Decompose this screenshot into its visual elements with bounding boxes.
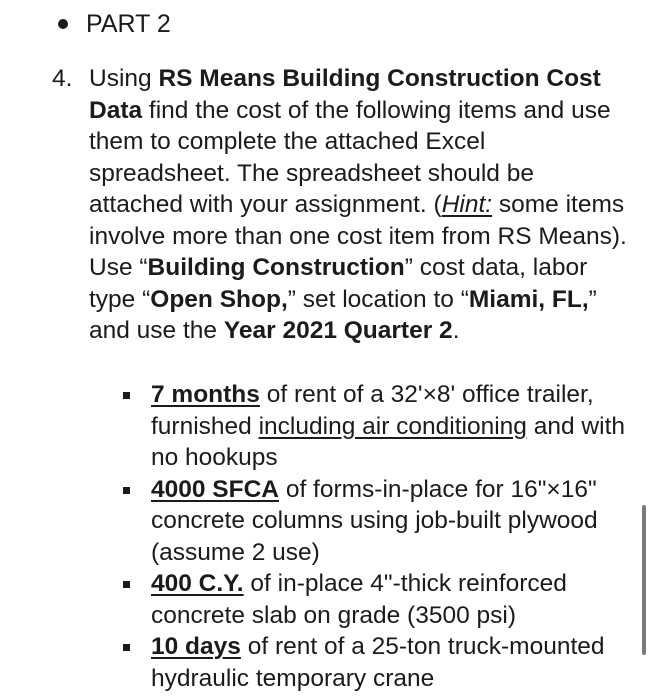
question-number: 4. [52,65,73,92]
year-quarter: Year 2021 Quarter 2 [223,317,453,344]
hint-label: Hint: [441,191,493,218]
item-text: of in-place 4"-thick reinforced concrete slab on grade (3500 psi) [151,570,567,629]
list-item [120,379,630,474]
cost-items-list [120,379,630,694]
square-bullet-icon [123,644,130,651]
item-text: of forms-in-place for 16"×16" concrete columns using job-built plywood (assume 2 use) [151,475,598,566]
item-quantity: 7 months [151,381,260,408]
question-text-part: some items involve more than one cost item from RS Means). Use “ [89,191,627,281]
list-item [120,568,630,631]
question-text-part: Using [89,65,159,92]
vertical-scrollbar[interactable] [642,505,646,655]
item-quantity: 400 C.Y. [151,570,244,597]
square-bullet-icon [123,392,130,399]
question-4 [52,63,632,347]
labor-type: Open Shop, [150,285,288,313]
square-bullet-icon [123,487,130,494]
list-item [120,474,630,569]
question-text-part: . [452,317,460,344]
question-text-part: ” and use the [89,285,597,344]
bullet-dot-icon [58,19,68,29]
item-quantity: 10 days [151,633,241,660]
item-quantity: 4000 SFCA [151,475,280,503]
square-bullet-icon [123,581,130,588]
source-title: RS Means Building Construction Cost Data [89,65,601,124]
list-item [120,631,630,694]
item-text: and with no hookups [151,412,625,471]
question-text-part: ” set location to “ [287,285,469,313]
location: Miami, FL, [468,285,589,313]
cost-data-type: Building Construction [147,254,405,281]
item-text: of rent of a 25-ton truck-mounted hydraulic temporary crane [151,633,605,692]
question-text [89,63,632,347]
question-text-part: find the cost of the following items and use them to complete the attached Excel spreadsheet. The spreadsheet should be attached with your assignment. ( [89,96,611,218]
part-heading [52,8,171,40]
question-text-part: ” cost data, labor type “ [89,254,588,313]
item-text: of rent of a 32'×8' office trailer, furnished [151,381,594,440]
part-heading-text: PART 2 [86,10,171,38]
item-underlined-text: including air conditioning [258,412,527,440]
